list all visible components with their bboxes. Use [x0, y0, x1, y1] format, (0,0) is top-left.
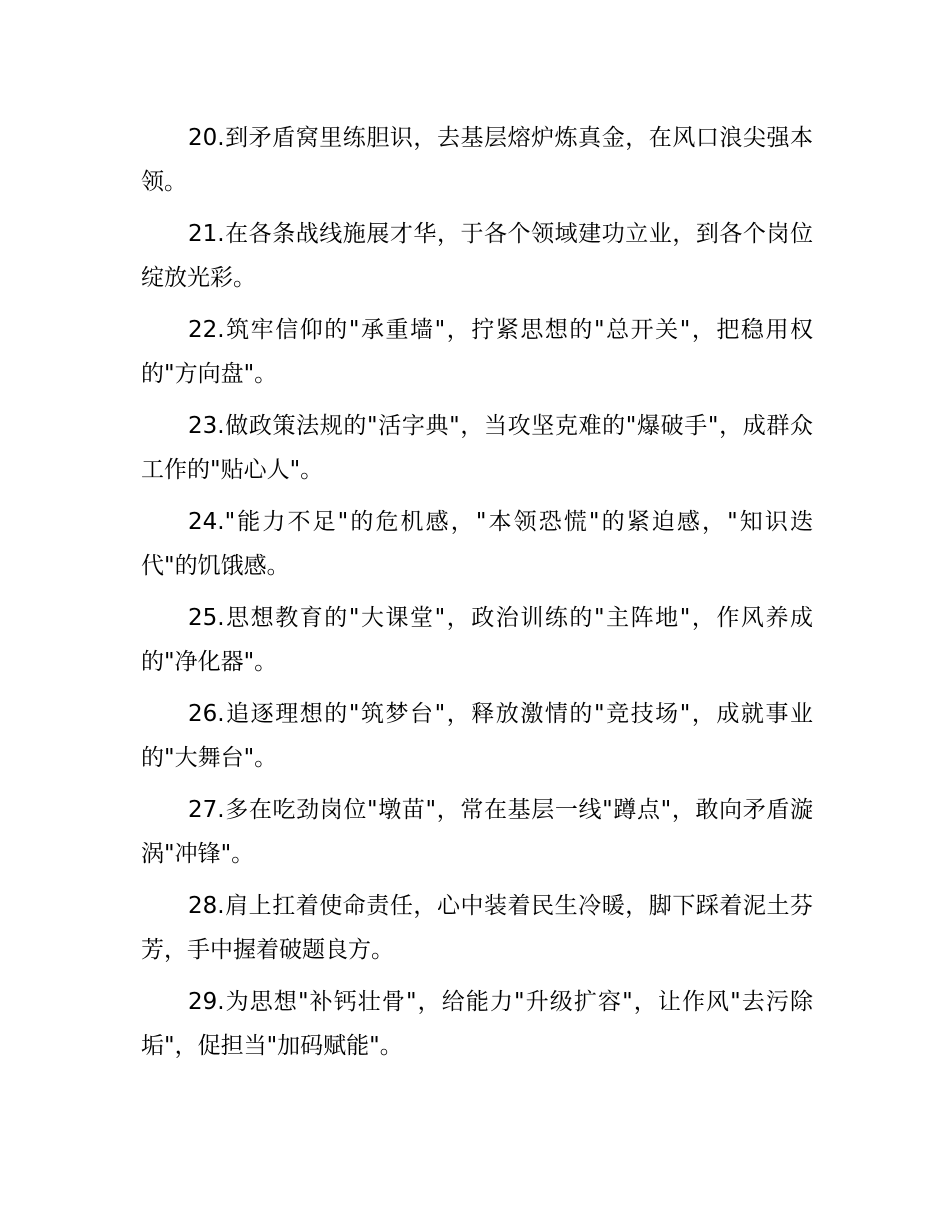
paragraph-21: 21.在各条战线施展才华，于各个领域建功立业，到各个岗位绽放光彩。	[141, 221, 813, 291]
paragraph-23: 23.做政策法规的"活字典"，当攻坚克难的"爆破手"，成群众工作的"贴心人"。	[141, 413, 813, 483]
document-body	[141, 116, 813, 1076]
paragraph-20: 20.到矛盾窝里练胆识，去基层熔炉炼真金，在风口浪尖强本领。	[141, 125, 813, 195]
paragraph-28: 28.肩上扛着使命责任，心中装着民生冷暖，脚下踩着泥土芬芳，手中握着破题良方。	[141, 893, 813, 963]
paragraph-24: 24."能力不足"的危机感，"本领恐慌"的紧迫感，"知识迭代"的饥饿感。	[141, 509, 813, 579]
paragraph-29: 29.为思想"补钙壮骨"，给能力"升级扩容"，让作风"去污除垢"，促担当"加码赋能"。	[141, 989, 813, 1059]
paragraph-25: 25.思想教育的"大课堂"，政治训练的"主阵地"，作风养成的"净化器"。	[141, 605, 813, 675]
paragraph-27: 27.多在吃劲岗位"墩苗"，常在基层一线"蹲点"，敢向矛盾漩涡"冲锋"。	[141, 797, 813, 867]
paragraph-26: 26.追逐理想的"筑梦台"，释放激情的"竞技场"，成就事业的"大舞台"。	[141, 701, 813, 771]
paragraph-22: 22.筑牢信仰的"承重墙"，拧紧思想的"总开关"，把稳用权的"方向盘"。	[141, 317, 813, 387]
